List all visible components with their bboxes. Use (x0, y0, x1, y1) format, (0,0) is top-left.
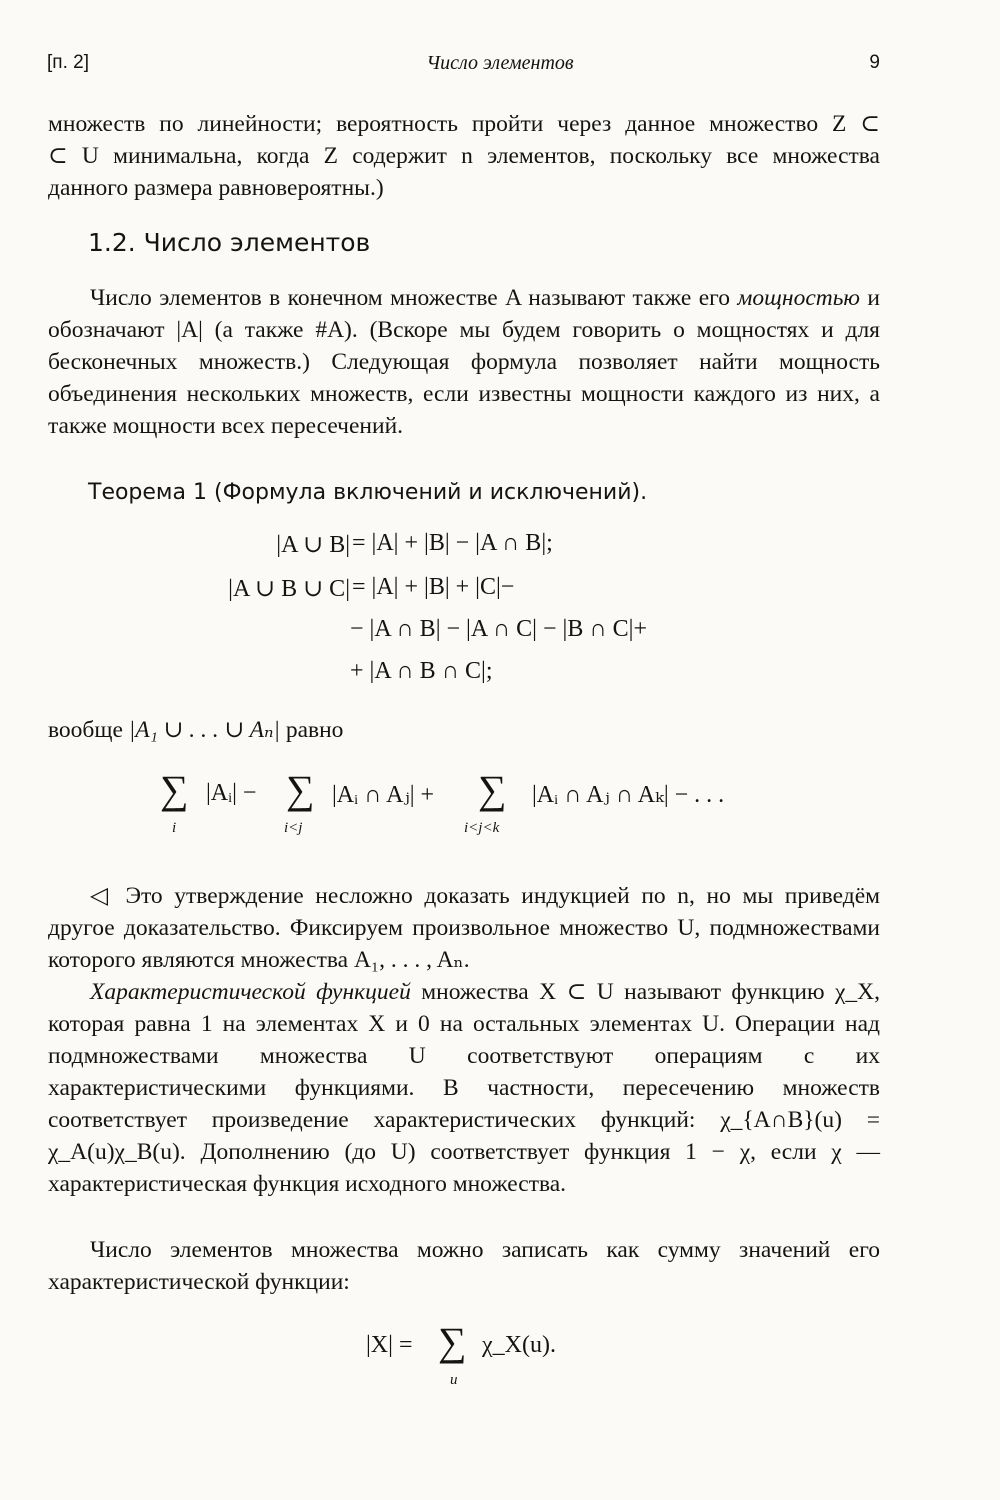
term-cardinality: мощностью (737, 285, 860, 311)
proof-paragraph: ◁ Это утверждение несложно доказать индукцией по n, но мы приведём другое доказательство. Фиксируем произвольное множество U, подмножествами которого являются множества A₁, . . . , Aₙ. (48, 883, 880, 973)
intro-line-1: множеств по линейности; вероятность пройти через данное множество Z ⊂ (48, 111, 880, 137)
sum-term-3: |Aᵢ ∩ Aⱼ ∩ Aₖ| − . . . (532, 782, 725, 808)
formula-2-rhs: = |A| + |B| + |C|− (352, 574, 515, 600)
final-rhs: χ_X(u). (482, 1332, 556, 1358)
formula-1-lhs: |A ∪ B| (276, 532, 350, 558)
sum-term-2: |Aᵢ ∩ Aⱼ| + (332, 782, 435, 808)
cardinality-paragraph (48, 282, 880, 442)
section-reference: [п. 2] (47, 52, 89, 73)
sum-sign-3: ∑ (478, 767, 507, 812)
general-prefix: вообще (48, 717, 123, 743)
sum-sign-1: ∑ (160, 767, 189, 812)
final-lhs: |X| = (366, 1332, 413, 1358)
sum-limit-3: i<j<k (464, 820, 500, 836)
general-suffix: равно (285, 717, 344, 743)
section-title: 1.2. Число элементов (88, 228, 371, 257)
sum-limit-2: i<j (284, 820, 303, 836)
intro-line-2: ⊂ U минимальна, когда Z содержит n элементов, поскольку все множества (48, 143, 880, 169)
para1-text-a: Число элементов в конечном множестве A называют также его (90, 285, 738, 311)
sum-sign-2: ∑ (286, 767, 315, 812)
formula-4: + |A ∩ B ∩ C|; (350, 658, 493, 684)
characteristic-function-paragraph (48, 976, 880, 1200)
final-limit: u (450, 1372, 458, 1388)
running-title: Число элементов (426, 52, 574, 74)
para1-text-b: и обозначают |A| (а также #A). (Вскоре мы будем говорить о мощностях и для бесконечных множеств.) Следующая формула позволяет найти мощность объединения нескольких множеств, если известны мощности каждого из них, а также мощности всех пересечений. (48, 285, 881, 439)
formula-1-rhs: = |A| + |B| − |A ∩ B|; (352, 530, 553, 556)
theorem-title: Теорема 1 (Формула включений и исключений). (88, 480, 648, 505)
term-characteristic-function: Характеристической функцией (90, 979, 411, 1005)
sum-term-1: |Aᵢ| − (206, 780, 257, 806)
formula-2-lhs: |A ∪ B ∪ C| (228, 576, 350, 602)
intro-paragraph (48, 108, 880, 204)
general-case-line (48, 714, 880, 746)
final-sum-sign: ∑ (438, 1319, 467, 1364)
page-number: 9 (869, 52, 880, 73)
sum-limit-1: i (172, 820, 177, 836)
intro-line-3: данного размера равновероятны.) (48, 175, 384, 201)
general-expression: |A₁ ∪ . . . ∪ Aₙ| (128, 717, 280, 743)
count-paragraph: Число элементов множества можно записать как сумму значений его характеристической функции: (48, 1237, 880, 1295)
characteristic-text: множества X ⊂ U называют функцию χ_X, которая равна 1 на элементах X и 0 на остальных элементах U. Операции над подмножествами множества U соответствуют операциям с их характеристическими функциями. В частности, пересечению множеств соответствует произведение характеристических функций: χ_{A∩B}(u) = χ_A(u)χ_B(u). Дополнению (до U) соответствует функция 1 − χ, если χ — характеристическая функция исходного множества. (48, 979, 880, 1197)
formula-3: − |A ∩ B| − |A ∩ C| − |B ∩ C|+ (350, 616, 648, 642)
